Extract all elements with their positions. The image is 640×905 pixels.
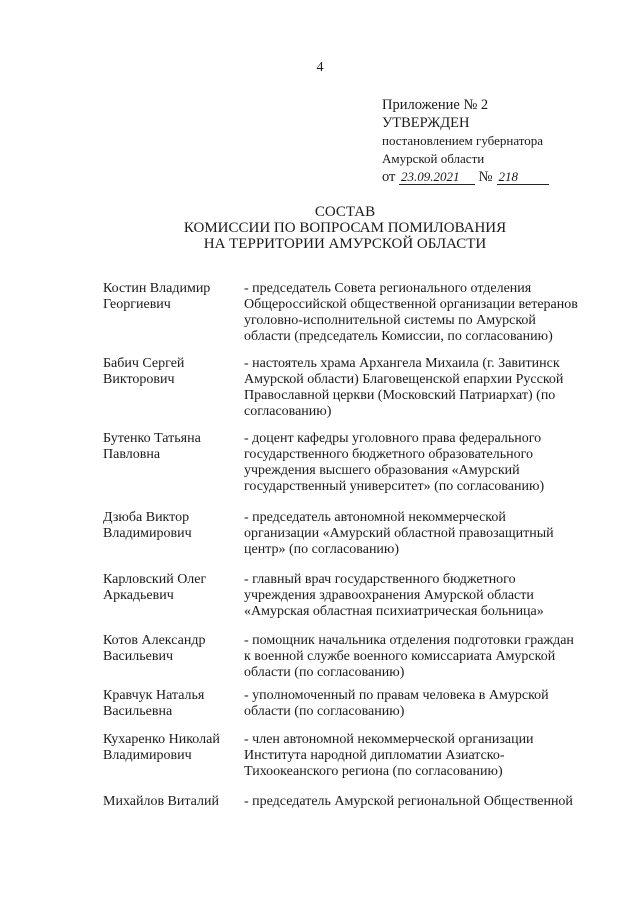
member-description-line: «Амурская областная психиатрическая больница»: [244, 604, 544, 619]
member-description-line: государственный университет» (по согласованию): [244, 479, 545, 494]
member-name: [103, 356, 238, 388]
member-name-line: Кухаренко Николай: [103, 732, 220, 747]
member-description: [244, 633, 604, 681]
member-description-line: - председатель Совета регионального отделения: [244, 281, 532, 296]
member-name-line: Васильевич: [103, 649, 173, 664]
member-name: [103, 431, 238, 463]
member-description: [244, 732, 604, 780]
member-name-line: Бутенко Татьяна: [103, 431, 201, 446]
member-name: [103, 732, 238, 764]
member-description-line: - доцент кафедры уголовного права федерального: [244, 431, 542, 446]
member-description-line: - настоятель храма Архангела Михаила (г. Завитинск: [244, 356, 560, 371]
appendix-label: Приложение № 2: [382, 97, 489, 113]
member-description-line: - уполномоченный по правам человека в Амурской: [244, 688, 549, 703]
member-description-line: Амурской области) Благовещенской епархии Русской: [244, 372, 564, 387]
member-description: [244, 431, 604, 495]
title-line-2: КОМИССИИ ПО ВОПРОСАМ ПОМИЛОВАНИЯ: [183, 220, 507, 236]
member-description: [244, 356, 604, 420]
date-number-line: [382, 168, 549, 186]
member-name: [103, 633, 238, 665]
member-name: [103, 510, 238, 542]
title-line-3: НА ТЕРРИТОРИИ АМУРСКОЙ ОБЛАСТИ: [203, 236, 487, 252]
title-line-1: СОСТАВ: [314, 204, 376, 220]
member-description-line: к военной службе военного комиссариата Амурской: [244, 649, 556, 664]
approved-label: УТВЕРЖДЕН: [382, 115, 470, 131]
member-description-line: государственного бюджетного образовательного: [244, 447, 534, 462]
member-name-line: Костин Владимир: [103, 281, 211, 296]
member-description: [244, 510, 604, 558]
member-name: [103, 281, 238, 313]
number-label: №: [478, 169, 493, 185]
member-description-line: - председатель автономной некоммерческой: [244, 510, 506, 525]
member-description-line: - член автономной некоммерческой организации: [244, 732, 534, 747]
member-description-line: Православной церкви (Московский Патриархат) (по: [244, 388, 556, 403]
member-name-line: Дзюба Виктор: [103, 510, 190, 525]
member-name-line: Аркадьевич: [103, 588, 174, 603]
member-description: [244, 281, 604, 345]
member-description-line: Общероссийской общественной организации ветеранов: [244, 297, 578, 312]
region-label: Амурской области: [382, 151, 485, 166]
member-description: [244, 572, 604, 620]
member-name-line: Владимирович: [103, 748, 192, 763]
handwritten-number: 218: [497, 169, 549, 185]
member-description: [244, 794, 604, 810]
member-description-line: Тихоокеанского региона (по согласованию): [244, 764, 503, 779]
member-name-line: Михайлов Виталий: [103, 794, 219, 809]
member-description-line: уголовно-исполнительной системы по Амурской: [244, 313, 536, 328]
member-name-line: Бабич Сергей: [103, 356, 185, 371]
member-name-line: Павловна: [103, 447, 161, 462]
member-name: [103, 794, 238, 810]
member-description-line: - помощник начальника отделения подготовки граждан: [244, 633, 574, 648]
document-title: [0, 204, 640, 252]
member-description-line: области (председатель Комиссии, по согласованию): [244, 329, 553, 344]
member-description-line: организации «Амурский областной правозащитный: [244, 526, 554, 541]
decree-label: постановлением губернатора: [382, 133, 544, 148]
member-name: [103, 688, 238, 720]
member-description: [244, 688, 604, 720]
member-description-line: - председатель Амурской региональной Общественной: [244, 794, 573, 809]
member-description-line: Института народной дипломатии Азиатско-: [244, 748, 505, 763]
member-description-line: учреждения здравоохранения Амурской области: [244, 588, 534, 603]
member-name-line: Карловский Олег: [103, 572, 207, 587]
member-name-line: Владимирович: [103, 526, 192, 541]
member-name-line: Котов Александр: [103, 633, 206, 648]
approval-stamp: [382, 96, 549, 186]
member-description-line: области (по согласованию): [244, 704, 405, 719]
member-name-line: Кравчук Наталья: [103, 688, 205, 703]
handwritten-date: 23.09.2021: [399, 169, 475, 185]
from-label: от: [382, 169, 396, 185]
member-description-line: согласованию): [244, 404, 332, 419]
member-description-line: центр» (по согласованию): [244, 542, 400, 557]
member-name: [103, 572, 238, 604]
member-description-line: - главный врач государственного бюджетного: [244, 572, 516, 587]
member-name-line: Георгиевич: [103, 297, 171, 312]
member-name-line: Васильевна: [103, 704, 173, 719]
member-name-line: Викторович: [103, 372, 175, 387]
page-number: 4: [316, 60, 324, 75]
member-description-line: области (по согласованию): [244, 665, 405, 680]
member-description-line: учреждения высшего образования «Амурский: [244, 463, 520, 478]
